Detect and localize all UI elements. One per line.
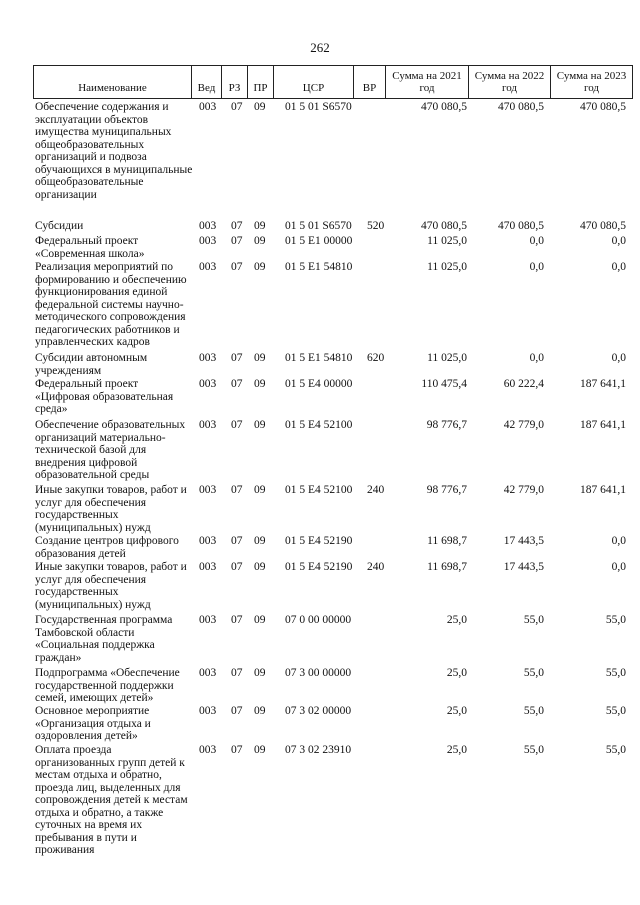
row-pr: 09 [254,220,266,232]
row-vr: 240 [367,484,385,496]
column-header-ved: Вед [192,66,222,98]
row-pr: 09 [254,101,266,113]
row-name: Подпрограмма «Обеспечение государственной поддержки семей, имеющих детей» [35,667,180,704]
column-header-name: Наименование [34,66,192,98]
row-ved: 003 [199,561,217,573]
row-vr: 620 [367,352,385,364]
row-pr: 09 [254,705,266,717]
row-ved: 003 [199,261,217,273]
row-ved: 003 [199,667,217,679]
row-ved: 003 [199,101,217,113]
row-name: Федеральный проект «Цифровая образовательная среда» [35,378,174,415]
row-sum2021: 25,0 [446,667,467,679]
row-name: Субсидии [35,220,84,232]
column-header-sum2023: Сумма на 2023 год [556,70,627,94]
page-number: 262 [310,40,330,55]
row-rz: 07 [231,484,243,496]
row-name: Оплата проезда организованных групп детей к местам отдыха и обратно, проезда лиц, выделенных для сопровождения детей к местам отдыха и обратно, а также суточных на время их пребывания в пути и проживания [35,744,188,856]
row-sum2023: 0,0 [611,235,626,247]
row-sum2021: 11 025,0 [427,235,467,247]
row-ved: 003 [199,744,217,756]
row-csr: 01 5 01 S6570 [285,101,352,113]
row-sum2022: 470 080,5 [498,101,544,113]
row-rz: 07 [231,101,243,113]
row-rz: 07 [231,667,243,679]
row-sum2022: 0,0 [529,261,544,273]
row-sum2022: 42 779,0 [503,419,544,431]
row-sum2023: 0,0 [611,561,626,573]
row-csr: 07 3 02 23910 [285,744,352,756]
row-ved: 003 [199,705,217,717]
row-sum2023: 55,0 [605,705,626,717]
row-csr: 01 5 E4 52100 [285,419,353,431]
row-sum2021: 98 776,7 [426,419,467,431]
row-sum2021: 25,0 [446,705,467,717]
row-sum2023: 0,0 [611,352,626,364]
row-sum2022: 60 222,4 [503,378,544,390]
row-rz: 07 [231,744,243,756]
row-sum2022: 55,0 [523,744,544,756]
row-sum2021: 11 025,0 [427,352,467,364]
row-pr: 09 [254,561,266,573]
row-sum2021: 25,0 [446,744,467,756]
row-name: Основное мероприятие «Организация отдыха и оздоровления детей» [35,705,151,742]
row-sum2023: 55,0 [605,744,626,756]
row-ved: 003 [199,378,217,390]
row-name: Обеспечение содержания и эксплуатации объектов имущества муниципальных общеобразовательных организаций и подвоза обучающихся в муниципальные общеобразовательные организации [35,101,193,201]
column-header-rz: РЗ [222,66,248,98]
row-sum2021: 11 698,7 [427,535,467,547]
row-pr: 09 [254,667,266,679]
row-pr: 09 [254,484,266,496]
row-ved: 003 [199,419,217,431]
row-name: Иные закупки товаров, работ и услуг для обеспечения государственных (муниципальных) нужд [35,561,187,611]
row-sum2023: 55,0 [605,614,626,626]
row-sum2022: 470 080,5 [498,220,544,232]
row-sum2023: 470 080,5 [580,101,626,113]
row-rz: 07 [231,705,243,717]
row-pr: 09 [254,261,266,273]
row-sum2022: 55,0 [523,614,544,626]
row-pr: 09 [254,535,266,547]
row-csr: 01 5 E1 00000 [285,235,353,247]
row-name: Федеральный проект «Современная школа» [35,235,145,260]
row-rz: 07 [231,535,243,547]
row-csr: 07 3 00 00000 [285,667,352,679]
row-rz: 07 [231,220,243,232]
row-sum2022: 17 443,5 [503,561,544,573]
row-sum2021: 98 776,7 [426,484,467,496]
row-ved: 003 [199,484,217,496]
row-sum2022: 55,0 [523,705,544,717]
row-rz: 07 [231,235,243,247]
row-rz: 07 [231,352,243,364]
column-header-sum2021: Сумма на 2021 год [386,66,469,98]
row-pr: 09 [254,352,266,364]
row-ved: 003 [199,220,217,232]
row-csr: 01 5 E4 52190 [285,535,353,547]
row-pr: 09 [254,235,266,247]
row-rz: 07 [231,561,243,573]
row-pr: 09 [254,744,266,756]
row-csr: 07 0 00 00000 [285,614,352,626]
row-sum2021: 25,0 [446,614,467,626]
row-vr: 240 [367,561,385,573]
row-csr: 01 5 E1 54810 [285,261,353,273]
row-sum2023: 187 641,1 [580,419,626,431]
row-name: Субсидии автономным учреждениям [35,352,148,377]
row-csr: 01 5 E4 52100 [285,484,353,496]
row-csr: 01 5 01 S6570 [285,220,352,232]
row-name: Обеспечение образовательных организаций материально-технической базой для внедрения цифровой образовательной среды [35,419,186,481]
row-sum2022: 0,0 [529,352,544,364]
row-ved: 003 [199,352,217,364]
row-rz: 07 [231,614,243,626]
column-header-csr: ЦСР [274,66,354,98]
row-csr: 01 5 E4 00000 [285,378,353,390]
row-pr: 09 [254,614,266,626]
row-name: Иные закупки товаров, работ и услуг для обеспечения государственных (муниципальных) нужд [35,484,187,534]
row-csr: 07 3 02 00000 [285,705,352,717]
column-header-vr: ВР [354,66,386,98]
row-vr: 520 [367,220,385,232]
row-pr: 09 [254,419,266,431]
row-sum2023: 0,0 [611,261,626,273]
row-sum2021: 470 080,5 [421,101,467,113]
row-pr: 09 [254,378,266,390]
row-name: Создание центров цифрового образования детей [35,535,179,560]
row-sum2021: 11 698,7 [427,561,467,573]
row-sum2023: 470 080,5 [580,220,626,232]
row-sum2021: 11 025,0 [427,261,467,273]
table-header [33,65,633,99]
row-rz: 07 [231,261,243,273]
column-header-pr: ПР [248,66,274,98]
row-sum2023: 0,0 [611,535,626,547]
row-sum2022: 17 443,5 [503,535,544,547]
column-header-sum2022: Сумма на 2022 год [469,66,551,98]
row-sum2022: 55,0 [523,667,544,679]
row-csr: 01 5 E1 54810 [285,352,353,364]
row-name: Государственная программа Тамбовской области «Социальная поддержка граждан» [35,614,173,664]
row-rz: 07 [231,419,243,431]
row-sum2023: 55,0 [605,667,626,679]
row-csr: 01 5 E4 52190 [285,561,353,573]
row-ved: 003 [199,614,217,626]
row-rz: 07 [231,378,243,390]
row-sum2021: 470 080,5 [421,220,467,232]
row-name: Реализация мероприятий по формированию и обеспечению функционирования единой федеральной системы научно-методического сопровождения педагогических работников и управленческих кадров [35,261,187,348]
row-sum2021: 110 475,4 [421,378,467,390]
row-sum2023: 187 641,1 [580,484,626,496]
row-sum2022: 42 779,0 [503,484,544,496]
row-ved: 003 [199,535,217,547]
row-sum2023: 187 641,1 [580,378,626,390]
row-sum2022: 0,0 [529,235,544,247]
row-ved: 003 [199,235,217,247]
